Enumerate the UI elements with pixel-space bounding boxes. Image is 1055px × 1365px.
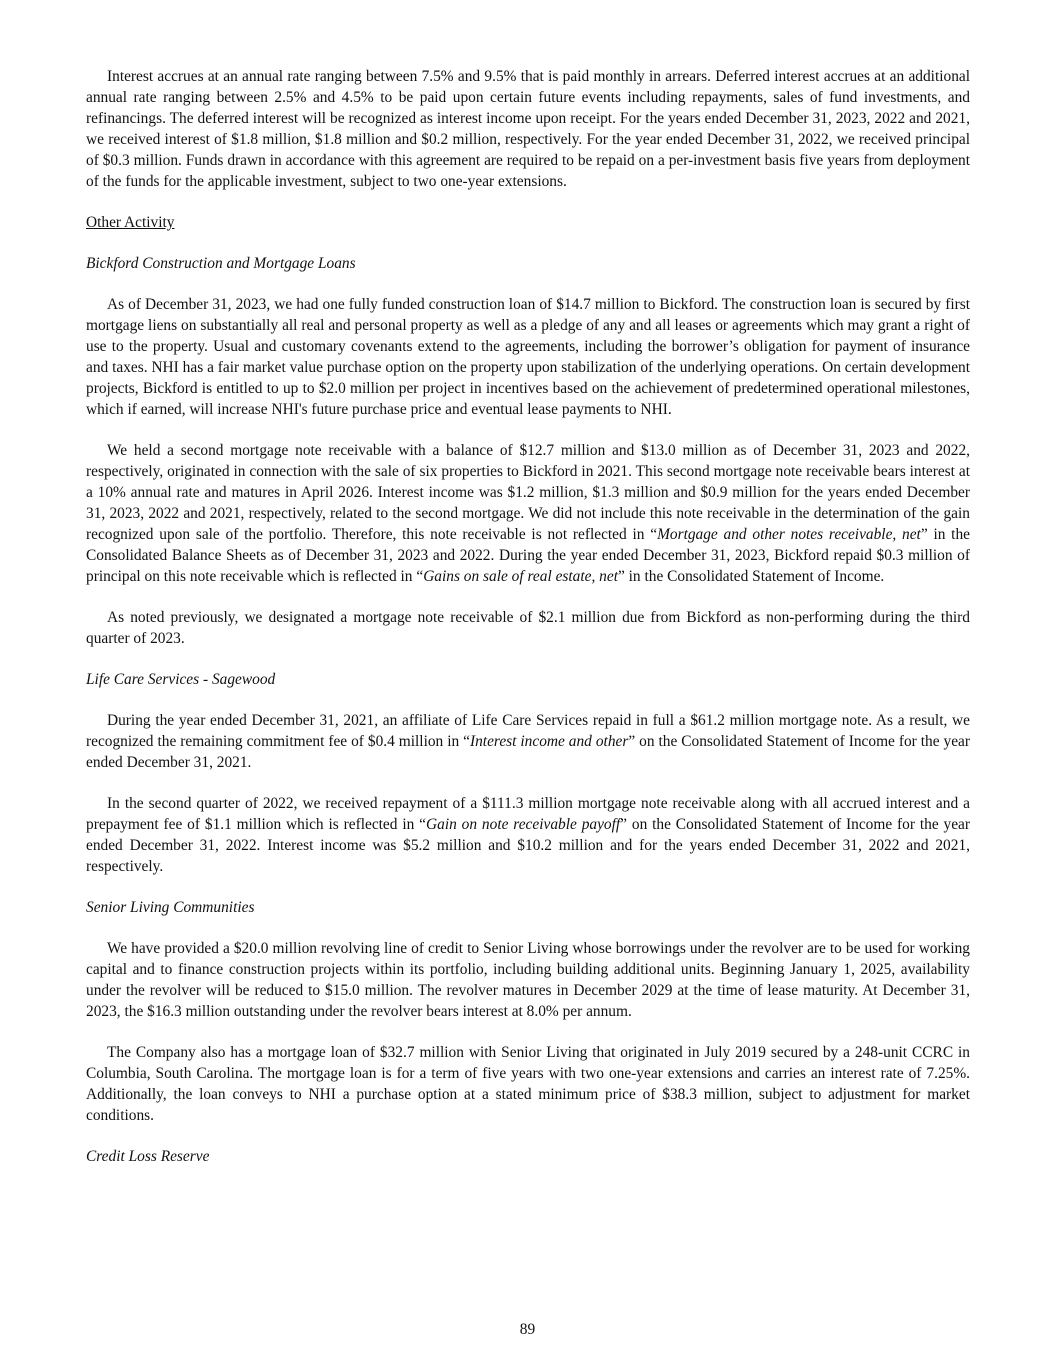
paragraph-bickford-second-mortgage: [86, 440, 970, 587]
italic-term: Gains on sale of real estate, net: [423, 568, 618, 585]
subheading-bickford: Bickford Construction and Mortgage Loans: [86, 255, 356, 272]
text-run: In the second quarter of 2022, we received repayment of a $111.3 million mortgage note receivable along with all accrued interest and a prepayment fee of $1.1 million which is reflected in “: [86, 795, 970, 833]
paragraph-slc-mortgage: The Company also has a mortgage loan of $32.7 million with Senior Living that originated in July 2019 secured by a 248-unit CCRC in Columbia, South Carolina. The mortgage loan is for a term of five years with two one-year extensions and carries an interest rate of 7.25%. Additionally, the loan conveys to NHI a purchase option at a stated minimum price of $38.3 million, subject to adjustment for market conditions.: [86, 1044, 970, 1124]
text-run: During the year ended December 31, 2021, an affiliate of Life Care Services repaid in full a $61.2 million mortgage note. As a result, we recognized the remaining commitment fee of $0.4 million in “: [86, 712, 970, 750]
text-run: ” on the Consolidated Statement of Income for the year ended December 31, 2022. Interest income was $5.2 million and $10.2 million and for the years ended December 31, 2022 and 2021, respectively.: [86, 816, 971, 875]
subheading-senior-living: Senior Living Communities: [86, 899, 255, 916]
paragraph-lcs-second-quarter: [86, 793, 970, 877]
text-run: ” in the Consolidated Balance Sheets as of December 31, 2023 and 2022. During the year ended December 31, 2023, Bickford repaid $0.3 million of principal on this note receivable which is reflected in “: [86, 526, 970, 585]
paragraph-bickford-construction: As of December 31, 2023, we had one fully funded construction loan of $14.7 million to Bickford. The construction loan is secured by first mortgage liens on substantially all real and personal property as well as a pledge of any and all leases or agreements which may grant a right of use to the property. Usual and customary covenants extend to the agreements, including the borrower’s obligation for payment of insurance and taxes. NHI has a fair market value purchase option on the property upon stabilization of the underlying operations. On certain development projects, Bickford is entitled to up to $2.0 million per project in incentives based on the achievement of predetermined operational milestones, which if earned, will increase NHI's future purchase price and eventual lease payments to NHI.: [86, 296, 970, 418]
text-run: ” in the Consolidated Statement of Income.: [617, 568, 885, 585]
italic-term: Interest income and other: [469, 733, 629, 750]
text-run: We held a second mortgage note receivable with a balance of $12.7 million and $13.0 million as of December 31, 2023 and 2022, respectively, originated in connection with the sale of six properties to Bickford in 2021. This second mortgage note receivable bears interest at a 10% annual rate and matures in April 2026. Interest income was $1.2 million, $1.3 million and $0.9 million for the years ended December 31, 2023, 2022 and 2021, respectively, related to the second mortgage. We did not include this note receivable in the determination of the gain recognized upon sale of the portfolio. Therefore, this note receivable is not reflected in “: [86, 442, 970, 543]
paragraph-slc-revolver: We have provided a $20.0 million revolving line of credit to Senior Living whose borrowings under the revolver are to be used for working capital and to finance construction projects within its portfolio, including building additional units. Beginning January 1, 2025, availability under the revolver will be reduced to $15.0 million. The revolver matures in December 2029 at the time of lease maturity. At December 31, 2023, the $16.3 million outstanding under the revolver bears interest at 8.0% per annum.: [86, 940, 970, 1020]
subheading-credit-loss-reserve: Credit Loss Reserve: [86, 1148, 210, 1165]
paragraph-interest-accrual: Interest accrues at an annual rate ranging between 7.5% and 9.5% that is paid monthly in arrears. Deferred interest accrues at an additional annual rate ranging between 2.5% and 4.5% to be paid upon certain future events including repayments, sales of fund investments, and refinancings. The deferred interest will be recognized as interest income upon receipt. For the years ended December 31, 2023, 2022 and 2021, we received interest of $1.8 million, $1.8 million and $0.2 million, respectively. For the year ended December 31, 2022, we received principal of $0.3 million. Funds drawn in accordance with this agreement are required to be repaid on a per-investment basis five years from deployment of the funds for the applicable investment, subject to two one-year extensions.: [86, 68, 970, 190]
text-run: ” on the Consolidated Statement of Income for the year ended December 31, 2021.: [86, 733, 970, 771]
section-heading-other-activity: Other Activity: [86, 214, 175, 231]
italic-term: Mortgage and other notes receivable, net: [657, 526, 921, 543]
paragraph-lcs-repayment: [86, 710, 970, 773]
document-page: [86, 66, 970, 1187]
paragraph-bickford-nonperforming: As noted previously, we designated a mortgage note receivable of $2.1 million due from Bickford as non-performing during the third quarter of 2023.: [86, 609, 970, 647]
subheading-life-care-services: Life Care Services - Sagewood: [86, 671, 276, 688]
italic-term: Gain on note receivable payoff: [426, 816, 621, 833]
page-number: 89: [519, 1321, 536, 1338]
